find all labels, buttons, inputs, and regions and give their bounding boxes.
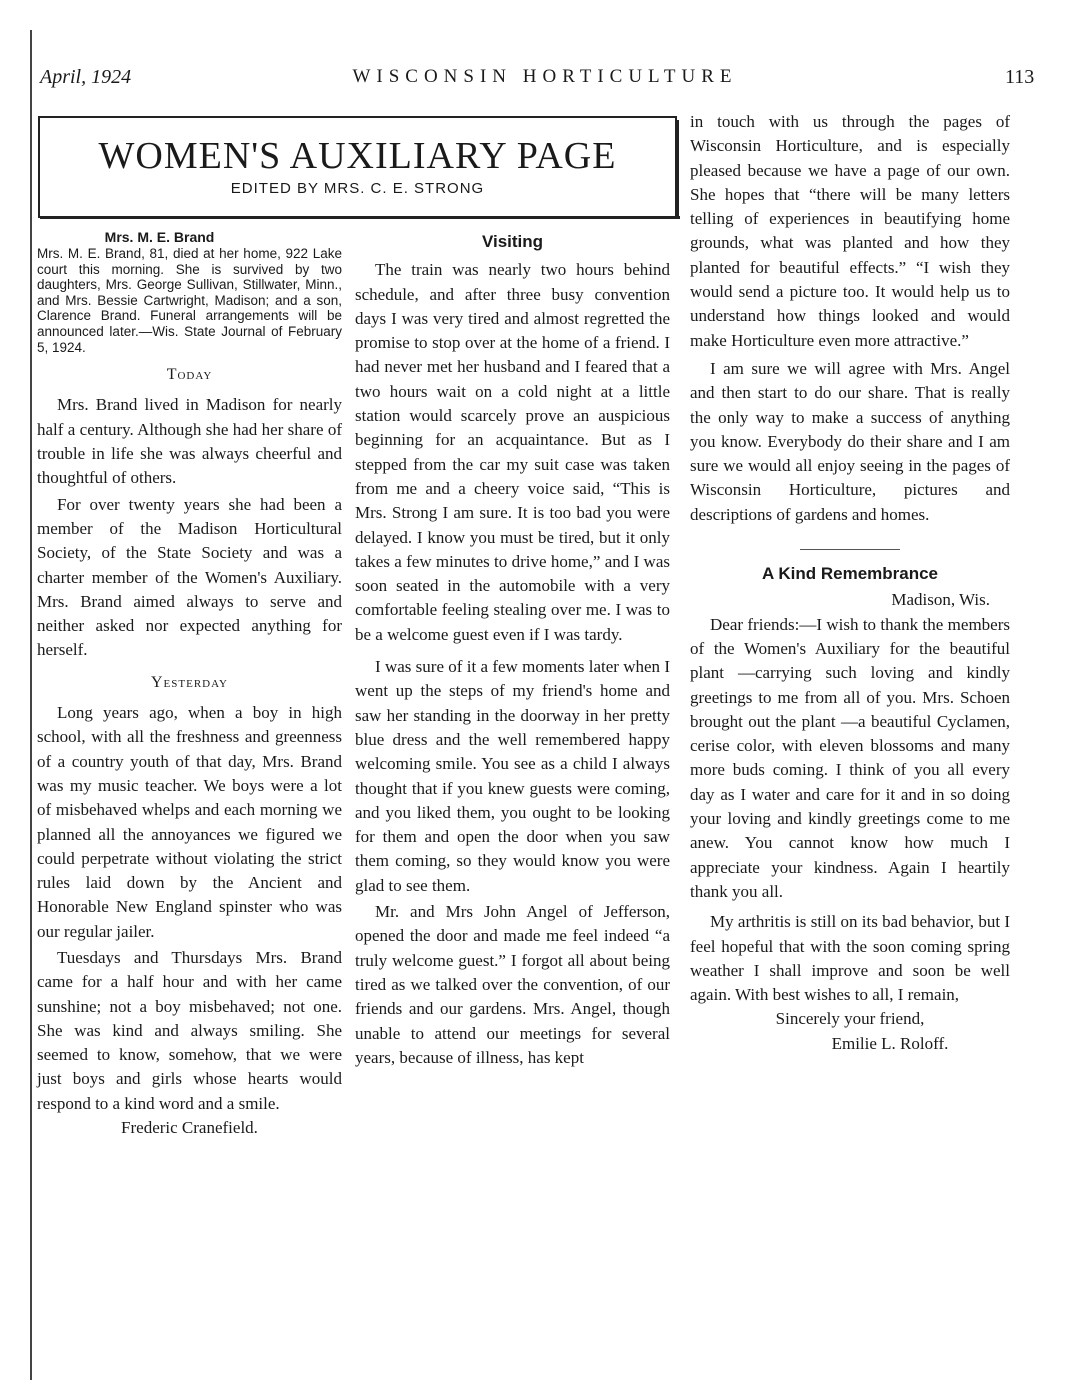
title-box-shadow <box>40 216 680 219</box>
issue-date: April, 1924 <box>40 66 132 88</box>
yesterday-heading: Yesterday <box>151 673 228 691</box>
page-title: WOMEN'S AUXILIARY PAGE <box>98 135 617 177</box>
column-2 <box>355 228 670 1070</box>
page-number: 113 <box>1005 66 1035 88</box>
today-paragraph-2: For over twenty years she had been a member of the Madison Horticultural Society, of the State Society and was a charter member of the Women's Auxiliary. Mrs. Brand aimed always to serve and neither asked nor expected anything for herself. <box>37 494 342 660</box>
visiting-paragraph-3: Mr. and Mrs John Angel of Jefferson, opened the door and made me feel indeed “a truly welcome guest.” I forgot all about being tired as we talked over the convention, of our friends and our gardens. Mrs. Angel, though unable to attend our meetings for several years, because of illness, has kept <box>355 902 670 1067</box>
obituary-heading: Mrs. M. E. Brand <box>104 229 215 245</box>
yesterday-paragraph-2: Tuesdays and Thursdays Mrs. Brand came for a half hour and with her came sunshine; not a boy misbehaved; not one. She was kind and always smiling. She seemed to know, somehow, that we were just boys and girls whose hearts would respond to a kind word and a smile. <box>37 947 342 1113</box>
visiting-heading: Visiting <box>481 232 544 251</box>
obituary-text: Mrs. M. E. Brand, 81, died at her home, 922 Lake court this morning. She is survived by two daughters, Mrs. George Sullivan, Stillwater, Minn., and Mrs. Bessie Cartwright, Madison; and a son, Clarence Brand. Funeral arrangements will be announced later.—Wis. State Journal of February 5, 1924. <box>37 246 342 355</box>
today-paragraph-1: Mrs. Brand lived in Madison for nearly half a century. Although she had her share of trouble in life she was always cheerful and thoughtful of others. <box>37 395 342 488</box>
remembrance-heading: A Kind Remembrance <box>761 564 939 584</box>
journal-name: WISCONSIN HORTICULTURE <box>352 66 738 87</box>
remembrance-paragraph-1: Dear friends:—I wish to thank the members of the Women's Auxiliary for the beautiful plant —carrying such loving and kindly greetings to me from all of you. Mrs. Schoen brought out the plant —a beautiful Cyclamen, cerise color, with eleven blossoms and many more buds coming. I think of you all every day as I water and care for it and in so doing your loving and kindly greetings come to me anew. You cannot know how much I appreciate your kindness. Again I heartily thank you all. <box>690 614 1010 901</box>
remembrance-closing: Sincerely your friend, <box>775 1009 925 1029</box>
section-divider <box>800 549 900 550</box>
remembrance-paragraph-2: My arthritis is still on its bad behavior, but I feel hopeful that with the soon coming spring weather I shall improve and soon be well again. With best wishes to all, I remain, <box>690 912 1010 1005</box>
remembrance-place: Madison, Wis. <box>891 590 990 610</box>
editor-line: EDITED BY MRS. C. E. STRONG <box>230 180 485 197</box>
today-heading: Today <box>166 366 213 384</box>
visiting-paragraph-1: The train was nearly two hours behind schedule, and after three busy convention days I was very tired and almost regretted the promise to stop over at the home of a friend. I had never met her husband and I feared that a two hours wait on a cold night at a little station would scarcely prove an auspicious beginning for an acquaintance. But as I stepped from the car my suit case was taken from me and a cheery voice said, “This is Mrs. Strong I am sure. It is too bad you were delayed. I know you must be tired, but it only takes a few minutes to drive home,” and I was soon seated in the automobile with a very comfortable feeling stealing over me. I was to be a welcome guest even if I was tardy. <box>355 260 670 644</box>
visiting-paragraph-4: in touch with us through the pages of Wisconsin Horticulture, and is especially pleased because we have a page of our own. She hopes that “there will be many letters telling of experiences in beautifying home grounds, what was planted and how they planted for beautiful effects.” “I wish they would send a picture too. It would help us to understand how things looked and would make Horticulture even more attractive.” <box>690 112 1010 350</box>
visiting-paragraph-2: I was sure of it a few moments later when I went up the steps of my friend's home and saw her standing in the doorway in her pretty blue dress and the well remembered happy welcoming smile. You see as a child I always thought that if you knew guests were coming, and you liked them, you ought to be looking for them and open the door when you saw them coming, so they would know you were glad to see them. <box>355 657 670 895</box>
title-box-shadow-right <box>676 120 679 218</box>
column-1 <box>37 228 342 1140</box>
yesterday-paragraph-1: Long years ago, when a boy in high school, with all the freshness and greenness of a country youth of that day, Mrs. Brand was my music teacher. We boys were a lot of misbehaved whelps and each morning we planned all the annoyances we figured we could perpetrate without violating the strict rules laid down by the Ancient and Honorable New England spinster who was our regular jailer. <box>37 703 342 941</box>
visiting-paragraph-5: I am sure we will agree with Mrs. Angel and then start to do our share. That is really the only way to make a success of anything you know. Everybody do their share and I am sure we would all enjoy seeing in the pages of Wisconsin Horticulture, pictures and descriptions of gardens and homes. <box>690 358 1010 524</box>
yesterday-signature: Frederic Cranefield. <box>121 1118 258 1138</box>
remembrance-signature: Emilie L. Roloff. <box>831 1033 949 1053</box>
title-box <box>38 116 677 218</box>
column-3 <box>690 110 1010 1056</box>
